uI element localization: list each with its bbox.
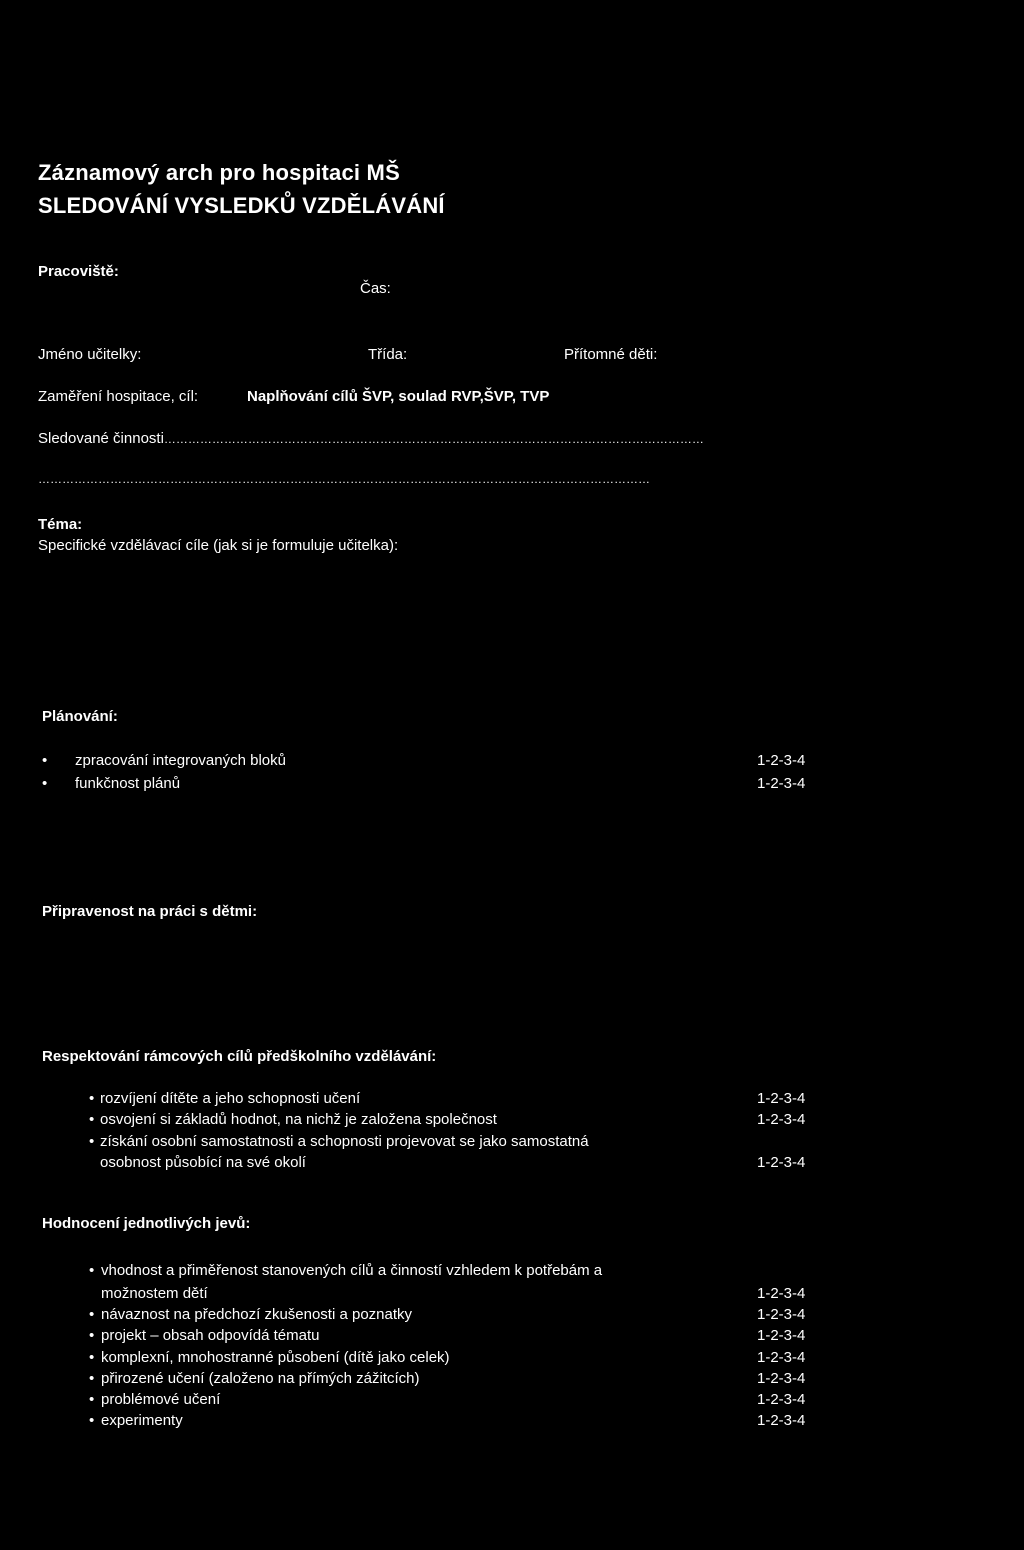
- page-title: Záznamový arch pro hospitaci MŠ: [38, 160, 400, 185]
- list-item-label: projekt – obsah odpovídá tématu: [101, 1327, 320, 1344]
- bullet-icon: •: [89, 1111, 95, 1128]
- field-pritomne: Přítomné děti:: [564, 346, 658, 363]
- field-tema: Téma:: [38, 516, 83, 533]
- list-item-label: funkčnost plánů: [75, 775, 181, 792]
- list-item: [0, 1133, 1024, 1153]
- bullet-icon: •: [89, 1349, 95, 1366]
- list-item: [0, 1370, 1024, 1390]
- list-item-score: 1-2-3-4: [757, 775, 806, 792]
- list-item-score: 1-2-3-4: [757, 1327, 806, 1344]
- list-item-label: získání osobní samostatnosti a schopnosti projevovat se jako samostatná: [100, 1133, 589, 1150]
- list-item-label-cont: osobnost působící na své okolí: [100, 1154, 306, 1171]
- list-item: [0, 1391, 1024, 1411]
- bullet-icon: •: [42, 752, 48, 769]
- list-item: [0, 1090, 1024, 1110]
- list-item-label: experimenty: [101, 1412, 183, 1429]
- section-hodnoceni-heading: Hodnocení jednotlivých jevů:: [42, 1215, 251, 1232]
- bullet-icon: •: [89, 1412, 95, 1429]
- list-item: [0, 1262, 1024, 1282]
- section-respektovani-heading: Respektování rámcových cílů předškolního vzdělávání:: [42, 1048, 437, 1065]
- list-item-label: komplexní, mnohostranné působení (dítě jako celek): [101, 1349, 450, 1366]
- field-jmeno: Jméno učitelky:: [38, 346, 142, 363]
- list-item-score: 1-2-3-4: [757, 752, 806, 769]
- bullet-icon: •: [89, 1327, 95, 1344]
- list-item-score: 1-2-3-4: [757, 1349, 806, 1366]
- list-item: [0, 1327, 1024, 1347]
- section-planovani-heading: Plánování:: [42, 708, 118, 725]
- list-item: [0, 1412, 1024, 1432]
- field-specificke: Specifické vzdělávací cíle (jak si je formuluje učitelka):: [38, 537, 399, 554]
- bullet-icon: •: [42, 775, 48, 792]
- list-item-score: 1-2-3-4: [757, 1111, 806, 1128]
- list-item: [0, 752, 1024, 772]
- list-item-label: zpracování integrovaných bloků: [75, 752, 286, 769]
- list-item-score: 1-2-3-4: [757, 1412, 806, 1429]
- bullet-icon: •: [89, 1262, 95, 1279]
- field-sledovane: [38, 430, 868, 447]
- field-zamereni-label: Zaměření hospitace, cíl:: [38, 388, 199, 405]
- field-trida: Třída:: [368, 346, 408, 363]
- list-item: [0, 1306, 1024, 1326]
- list-item-label: rozvíjení dítěte a jeho schopnosti učení: [100, 1090, 361, 1107]
- field-zamereni-value: Naplňování cílů ŠVP, soulad RVP,ŠVP, TVP: [247, 388, 550, 405]
- list-item-continuation: [0, 1154, 1024, 1174]
- dotted-line: ………………………………………………………………………………………………………………………: [163, 432, 704, 446]
- field-cas: Čas:: [360, 280, 391, 297]
- list-item-score: 1-2-3-4: [757, 1306, 806, 1323]
- section-pripravenost-heading: Připravenost na práci s dětmi:: [42, 903, 258, 920]
- list-item-score: 1-2-3-4: [757, 1285, 806, 1302]
- list-item: [0, 1349, 1024, 1369]
- list-item-continuation: [0, 1285, 1024, 1305]
- list-item: [0, 775, 1024, 795]
- bullet-icon: •: [89, 1090, 95, 1107]
- list-item-label: problémové učení: [101, 1391, 221, 1408]
- list-item-label: přirozené učení (založeno na přímých zážitcích): [101, 1370, 420, 1387]
- bullet-icon: •: [89, 1133, 95, 1150]
- list-item-score: 1-2-3-4: [757, 1370, 806, 1387]
- dotted-line-2: ………………………………………………………………………………………………………………………………………: [38, 472, 650, 486]
- list-item-score: 1-2-3-4: [757, 1154, 806, 1171]
- list-item: [0, 1111, 1024, 1131]
- list-item-label: návaznost na předchozí zkušenosti a poznatky: [101, 1306, 413, 1323]
- list-item-label: osvojení si základů hodnot, na nichž je založena společnost: [100, 1111, 497, 1128]
- list-item-label-cont: možnostem dětí: [101, 1285, 208, 1302]
- field-sledovane-label: Sledované činnosti: [38, 430, 164, 447]
- page-subtitle: SLEDOVÁNÍ VYSLEDKŮ VZDĚLÁVÁNÍ: [38, 193, 445, 218]
- list-item-score: 1-2-3-4: [757, 1391, 806, 1408]
- bullet-icon: •: [89, 1391, 95, 1408]
- bullet-icon: •: [89, 1306, 95, 1323]
- bullet-icon: •: [89, 1370, 95, 1387]
- list-item-score: 1-2-3-4: [757, 1090, 806, 1107]
- field-pracoviste: Pracoviště:: [38, 263, 119, 280]
- list-item-label: vhodnost a přiměřenost stanovených cílů a činností vzhledem k potřebám a: [101, 1262, 603, 1279]
